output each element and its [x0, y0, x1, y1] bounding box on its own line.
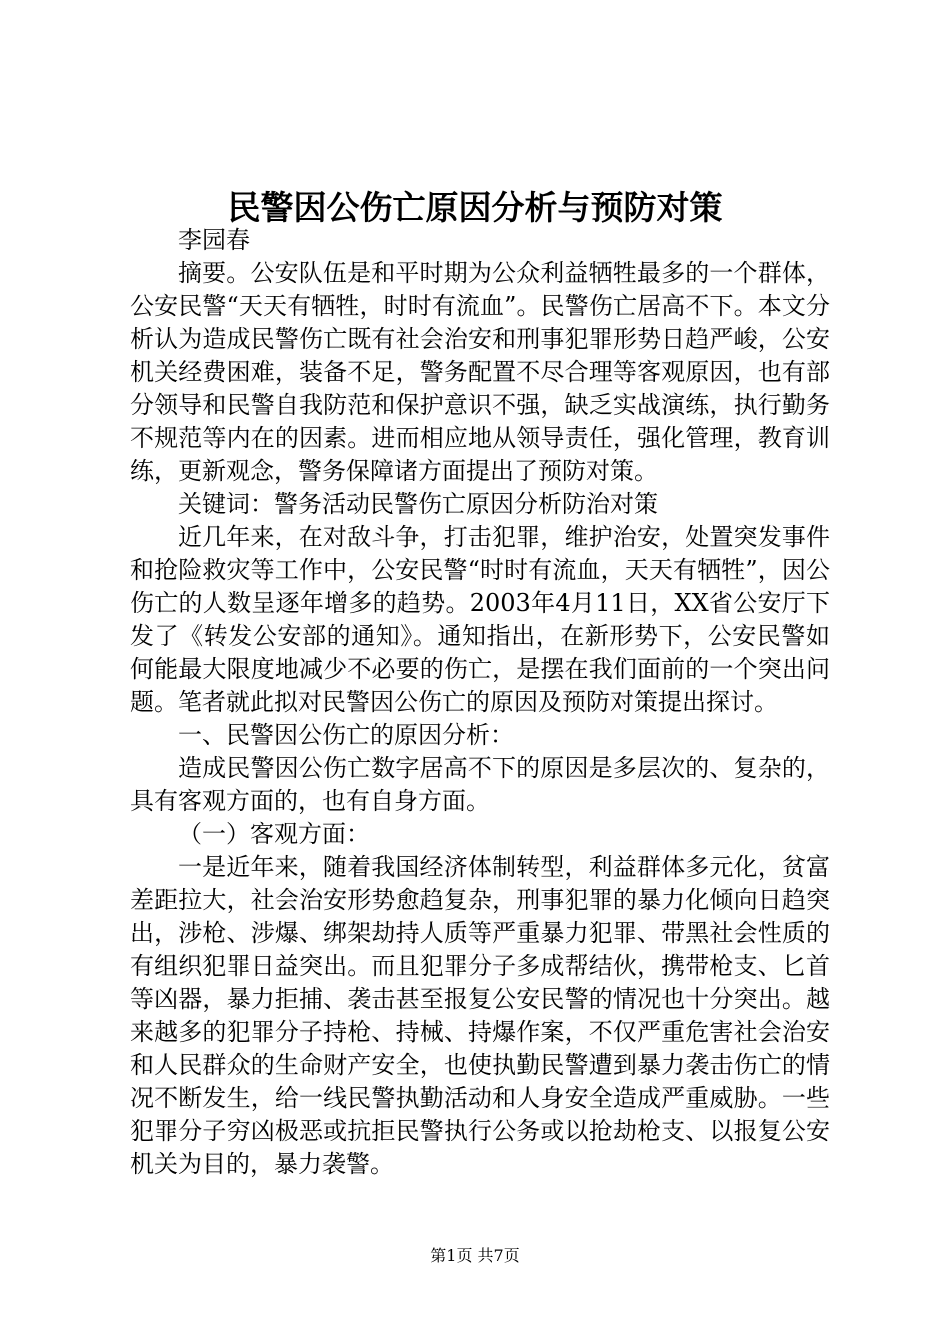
body-paragraph: 一是近年来，随着我国经济体制转型，利益群体多元化，贫富差距拉大，社会治安形势愈趋复杂，刑事犯罪的暴力化倾向日趋突出，涉枪、涉爆、绑架劫持人质等严重暴力犯罪、带黑社会性质的有组织犯罪日益突出。而且犯罪分子多成帮结伙，携带枪支、匕首等凶器，暴力拒捕、袭击甚至报复公安民警的情况也十分突出。越来越多的犯罪分子持枪、持械、持爆作案，不仅严重危害社会治安和人民群众的生命财产安全，也使执勤民警遭到暴力袭击伤亡的情况不断发生，给一线民警执勤活动和人身安全造成严重威胁。一些犯罪分子穷凶极恶或抗拒民警执行公务或以抢劫枪支、以报复公安机关为目的，暴力袭警。: [130, 853, 830, 1178]
abstract-paragraph: 摘要。公安队伍是和平时期为公众利益牺牲最多的一个群体，公安民警“天天有牺牲，时时有流血”。民警伤亡居高不下。本文分析认为造成民警伤亡既有社会治安和刑事犯罪形势日趋严峻，公安机关经费困难，装备不足，警务配置不尽合理等客观原因，也有部分领导和民警自我防范和保护意识不强，缺乏实战演练，执行勤务不规范等内在的因素。进而相应地从领导责任，强化管理，教育训练，更新观念，警务保障诸方面提出了预防对策。: [130, 259, 830, 485]
section-intro-paragraph: 造成民警因公伤亡数字居高不下的原因是多层次的、复杂的，具有客观方面的，也有自身方面。: [130, 754, 830, 815]
section-heading: 一、民警因公伤亡的原因分析：: [178, 721, 514, 749]
document-body: [130, 224, 830, 1181]
intro-paragraph: 近几年来，在对敌斗争，打击犯罪，维护治安，处置突发事件和抢险救灾等工作中，公安民警“时时有流血，天天有牺牲”，因公伤亡的人数呈逐年增多的趋势。2003年4月11日，XX省公安厅下发了《转发公安部的通知》。通知指出，在新形势下，公安民警如何能最大限度地减少不必要的伤亡，是摆在我们面前的一个突出问题。笔者就此拟对民警因公伤亡的原因及预防对策提出探讨。: [130, 523, 830, 716]
subsection-heading: （一）客观方面：: [178, 820, 370, 848]
keywords-paragraph: 关键词：警务活动民警伤亡原因分析防治对策: [178, 490, 658, 518]
author-line: 李园春: [178, 226, 250, 254]
page-footer: 第1页 共7页: [430, 1246, 520, 1265]
document-title: 民警因公伤亡原因分析与预防对策: [227, 188, 723, 227]
